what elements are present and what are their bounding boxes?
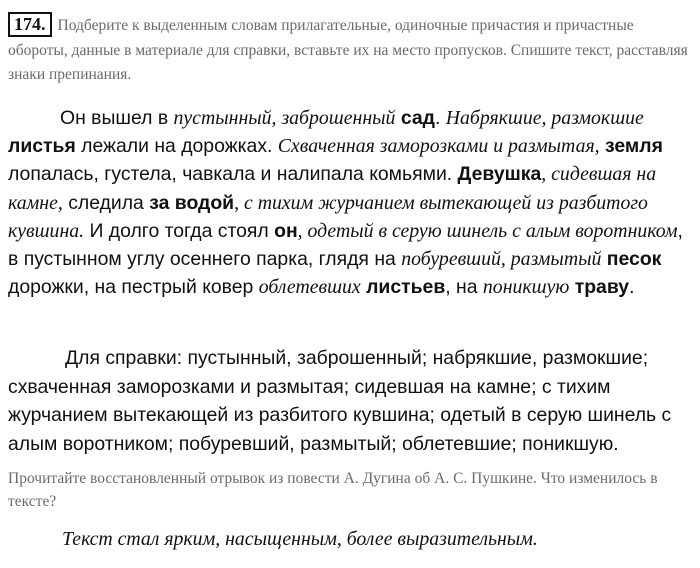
inserted-words: Набрякшие, размокшие [445,107,644,129]
highlighted-word: земля [605,135,663,158]
follow-up-question: Прочитайте восстановленный отрывок из повести А. Дугина об А. С. Пушкине. Что изменилось в тексте? [8,470,658,510]
passage-text: , в пустынном углу осеннего парка, глядя на [8,219,683,271]
inserted-words: , с тихим журчанием вытекающей из разбитого кувшина. [8,191,648,242]
exercise-instruction: Подберите к выделенным словам прилагательные, одиночные причастия и причастные обороты, данные в материале для справки, вставьте их на место пропусков. Спишите текст, расставляя знаки препинания. [8,17,688,83]
inserted-words: Схваченная заморозками и размытая, [277,135,600,158]
inserted-words: побуревший, размытый [401,248,602,271]
passage-text: лежали на дорожках. [75,135,278,158]
passage-text: . [629,276,635,299]
exercise-instruction-block [8,12,688,88]
passage-paragraph [8,104,694,301]
passage-text: . [434,107,446,129]
highlighted-word: за водой [149,191,235,214]
passage-text: лопалась, густела, чавкала и налипала комьями. [8,163,458,186]
highlighted-word: листьев [366,276,446,299]
highlighted-word: песок [606,248,662,271]
inserted-words: облетевших [258,276,361,299]
exercise-number: 174. [8,12,52,37]
answer-text: Текст стал ярким, насыщенным, более выразительным. [62,528,538,550]
highlighted-word: траву [574,276,630,299]
inserted-words: , одетый в серую шинель с алым воротником [297,219,678,242]
passage-text: следила [62,191,150,214]
highlighted-word: он [274,219,298,242]
passage-text: И долго тогда стоял [84,219,275,242]
highlighted-word: листья [8,135,76,158]
highlighted-word: Девушка [457,163,542,186]
inserted-words: , сидевшая на камне, [8,163,657,214]
highlighted-word: сад [400,107,435,129]
passage-text: дорожки, на пестрый ковер [8,276,259,299]
reference-text: Для справки: пустынный, заброшенный; набрякшие, размокшие; схваченная заморозками и размытая; сидевшая на камне; с тихим журчанием вытекающей из разбитого кувшина; одетый в серую шинель с алым воротником; побуревший, размытый; облетевшие; поникшую. [8,347,672,455]
passage-text: Он вышел в [60,107,174,129]
inserted-words: поникшую [482,276,570,299]
inserted-words: пустынный, заброшенный [173,107,396,129]
reference-material [8,344,698,458]
passage-text: , на [445,276,483,299]
